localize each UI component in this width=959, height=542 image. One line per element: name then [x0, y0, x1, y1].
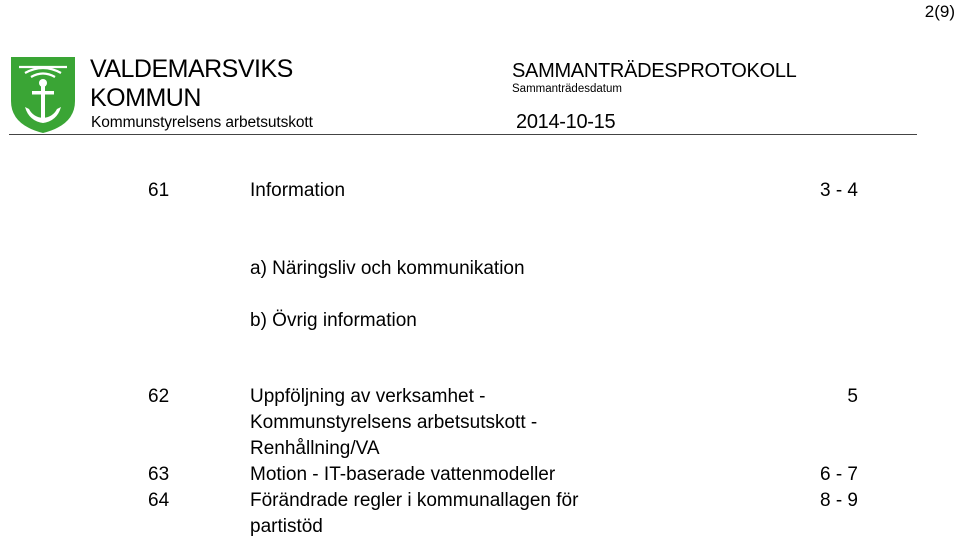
header-divider: [9, 134, 917, 135]
page-number: 2(9): [924, 2, 955, 21]
agenda-item-number: 61: [148, 180, 170, 201]
meeting-date: 2014-10-15: [516, 111, 616, 133]
agenda-item-pages: 3 - 4: [819, 180, 858, 201]
agenda-item-title: Förändrade regler i kommunallagen för partistöd: [250, 490, 579, 537]
municipal-coat-of-arms-icon: [9, 55, 77, 135]
organization-name: [90, 55, 293, 113]
agenda-item-title: Information: [250, 180, 346, 201]
organization-name-line2: KOMMUN: [90, 84, 201, 112]
department-name: Kommunstyrelsens arbetsutskott: [91, 114, 313, 131]
agenda-subitem-title: a) Näringsliv och kommunikation: [250, 258, 525, 279]
agenda-item-title: Uppföljning av verksamhet - Kommunstyrelsens arbetsutskott - Renhållning/VA: [250, 386, 538, 459]
agenda-item-pages: 8 - 9: [819, 490, 858, 511]
agenda-item-title: Motion - IT-baserade vattenmodeller: [250, 464, 556, 485]
agenda-item-number: 62: [148, 386, 170, 407]
document-title: SAMMANTRÄDESPROTOKOLL: [512, 60, 797, 82]
organization-name-line1: VALDEMARSVIKS: [90, 55, 293, 83]
agenda-item-number: 63: [148, 464, 170, 485]
agenda-item-pages: 5: [847, 386, 858, 407]
agenda-item-number: 64: [148, 490, 170, 511]
meeting-date-label: Sammanträdesdatum: [512, 83, 622, 95]
agenda-item-pages: 6 - 7: [819, 464, 858, 485]
agenda-subitem-title: b) Övrig information: [250, 310, 417, 331]
